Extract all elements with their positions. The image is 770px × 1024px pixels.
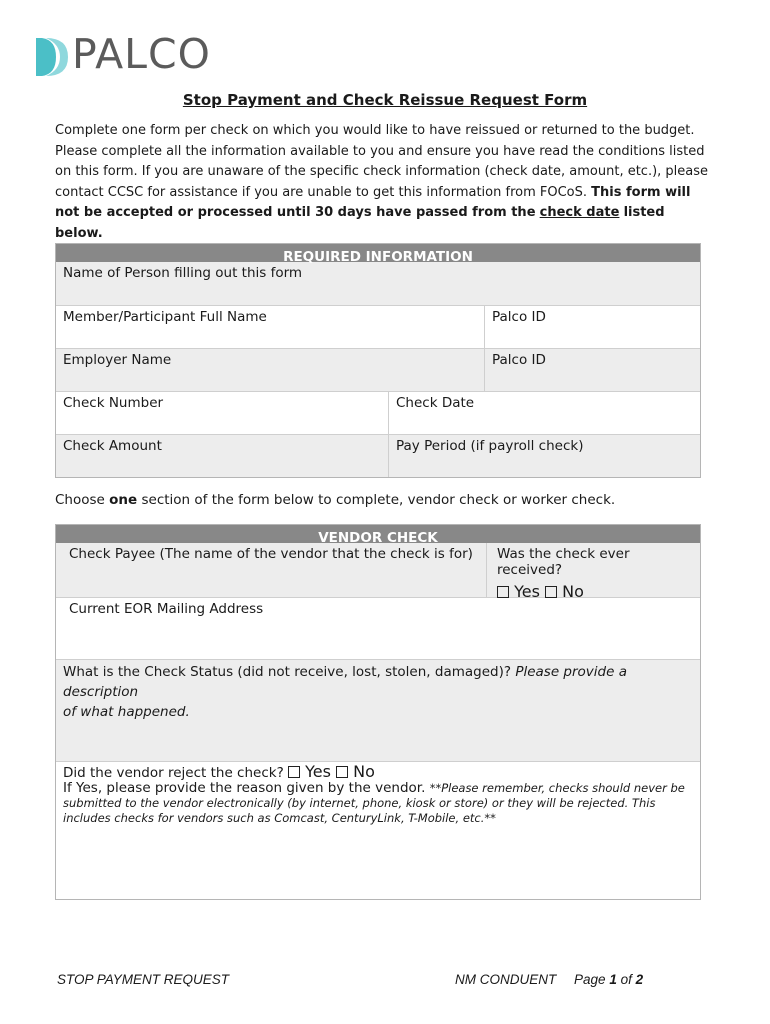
received-question: Was the check ever received? xyxy=(497,546,630,578)
palco-id-label: Palco ID xyxy=(492,309,546,325)
name-person-label: Name of Person filling out this form xyxy=(63,265,303,281)
intro-paragraph xyxy=(55,121,715,245)
employer-palco-id-field[interactable] xyxy=(484,349,700,391)
check-status-field[interactable] xyxy=(56,660,700,761)
received-yes-label: Yes xyxy=(514,582,540,601)
palco-logo-mark-icon xyxy=(32,34,72,80)
required-information-table xyxy=(55,243,701,478)
check-status-italic: Please provide a description xyxy=(63,664,627,700)
reject-reason-text xyxy=(63,781,693,796)
footer-left: STOP PAYMENT REQUEST xyxy=(57,972,230,987)
check-status-label: What is the Check Status (did not receive, lost, stolen, damaged)? xyxy=(63,664,512,680)
status-row xyxy=(56,659,700,761)
intro-line xyxy=(55,203,715,244)
intro-text: contact CCSC for assistance if you are unable to get this information from FOCoS. xyxy=(55,184,588,200)
choose-text: Choose xyxy=(55,492,105,508)
form-title: Stop Payment and Check Reissue Request Form xyxy=(182,91,588,109)
received-yes-checkbox[interactable] xyxy=(497,586,509,598)
reject-note: includes checks for vendors such as Comcast, CenturyLink, T-Mobile, etc.** xyxy=(63,811,496,825)
member-name-label: Member/Participant Full Name xyxy=(63,309,267,325)
check-payee-field[interactable] xyxy=(56,543,486,597)
reject-question: Did the vendor reject the check? xyxy=(63,765,284,781)
footer-page-number: 1 xyxy=(609,972,617,987)
reject-no-checkbox[interactable] xyxy=(336,766,348,778)
check-number-label: Check Number xyxy=(63,395,164,411)
required-information-header: REQUIRED INFORMATION xyxy=(56,244,700,268)
footer-right xyxy=(455,972,643,987)
vendor-check-header: VENDOR CHECK xyxy=(56,525,700,549)
check-date-emphasis: check date xyxy=(539,205,620,221)
name-person-field[interactable] xyxy=(56,262,700,305)
reject-note: **Please remember, checks should never be xyxy=(429,781,685,795)
reject-reason-label: If Yes, please provide the reason given by the vendor. xyxy=(63,780,426,796)
check-date-label: Check Date xyxy=(396,395,475,411)
reject-options xyxy=(288,762,375,781)
intro-line xyxy=(55,183,715,204)
reject-yes-checkbox[interactable] xyxy=(288,766,300,778)
member-name-field[interactable] xyxy=(56,306,484,348)
intro-line: Complete one form per check on which you would like to have reissued or returned to the budget. xyxy=(55,123,695,138)
employer-row xyxy=(56,348,700,391)
reject-note: submitted to the vendor electronically (by internet, phone, kiosk or store) or they will be rejected. This xyxy=(63,796,656,810)
intro-bold-text: not be accepted or processed until 30 days have passed from the xyxy=(55,205,536,221)
vendor-reject-field[interactable] xyxy=(56,762,700,899)
member-row xyxy=(56,305,700,348)
reject-yes-label: Yes xyxy=(305,762,331,781)
received-no-label: No xyxy=(562,582,584,601)
choose-text: section of the form below to complete, vendor check or worker check. xyxy=(141,492,616,508)
footer-page-total: 2 xyxy=(635,972,644,987)
check-status-italic: of what happened. xyxy=(63,704,190,720)
check-payee-label: Check Payee (The name of the vendor that the check is for) xyxy=(69,546,473,562)
choose-bold-text: one xyxy=(109,492,138,508)
pay-period-label: Pay Period (if payroll check) xyxy=(396,438,584,454)
name-person-row xyxy=(56,262,700,305)
reject-no-label: No xyxy=(353,762,375,781)
mailing-address-label: Current EOR Mailing Address xyxy=(69,601,264,617)
palco-logo xyxy=(32,30,222,80)
footer-org: NM CONDUENT xyxy=(455,972,557,987)
received-field xyxy=(486,543,700,601)
employer-name-field[interactable] xyxy=(56,349,484,391)
footer-page-word: Page xyxy=(574,972,606,987)
intro-bold-text: listed below. xyxy=(55,205,665,241)
vendor-check-table xyxy=(55,524,701,900)
payee-row xyxy=(56,543,700,601)
intro-bold-text: This form will xyxy=(591,184,691,200)
mailing-row xyxy=(56,597,700,659)
check-amount-field[interactable] xyxy=(56,435,388,477)
member-palco-id-field[interactable] xyxy=(484,306,700,348)
footer-of-word: of xyxy=(620,972,632,987)
palco-id-label: Palco ID xyxy=(492,352,546,368)
reject-row xyxy=(56,761,700,899)
check-amount-label: Check Amount xyxy=(63,438,162,454)
received-no-checkbox[interactable] xyxy=(545,586,557,598)
pay-period-field[interactable] xyxy=(388,435,700,477)
intro-line: Please complete all the information available to you and ensure you have read the conditions listed xyxy=(55,143,705,159)
reject-question-line xyxy=(63,762,693,781)
check-number-row xyxy=(56,391,700,434)
mailing-address-field[interactable] xyxy=(56,598,700,659)
employer-name-label: Employer Name xyxy=(63,352,172,368)
check-number-field[interactable] xyxy=(56,392,388,434)
choose-instruction xyxy=(55,492,615,508)
logo-text: PALCO xyxy=(72,30,211,78)
check-date-field[interactable] xyxy=(388,392,700,434)
intro-line: on this form. If you are unaware of the specific check information (check date, amount, etc.), please xyxy=(55,164,709,180)
check-amount-row xyxy=(56,434,700,477)
